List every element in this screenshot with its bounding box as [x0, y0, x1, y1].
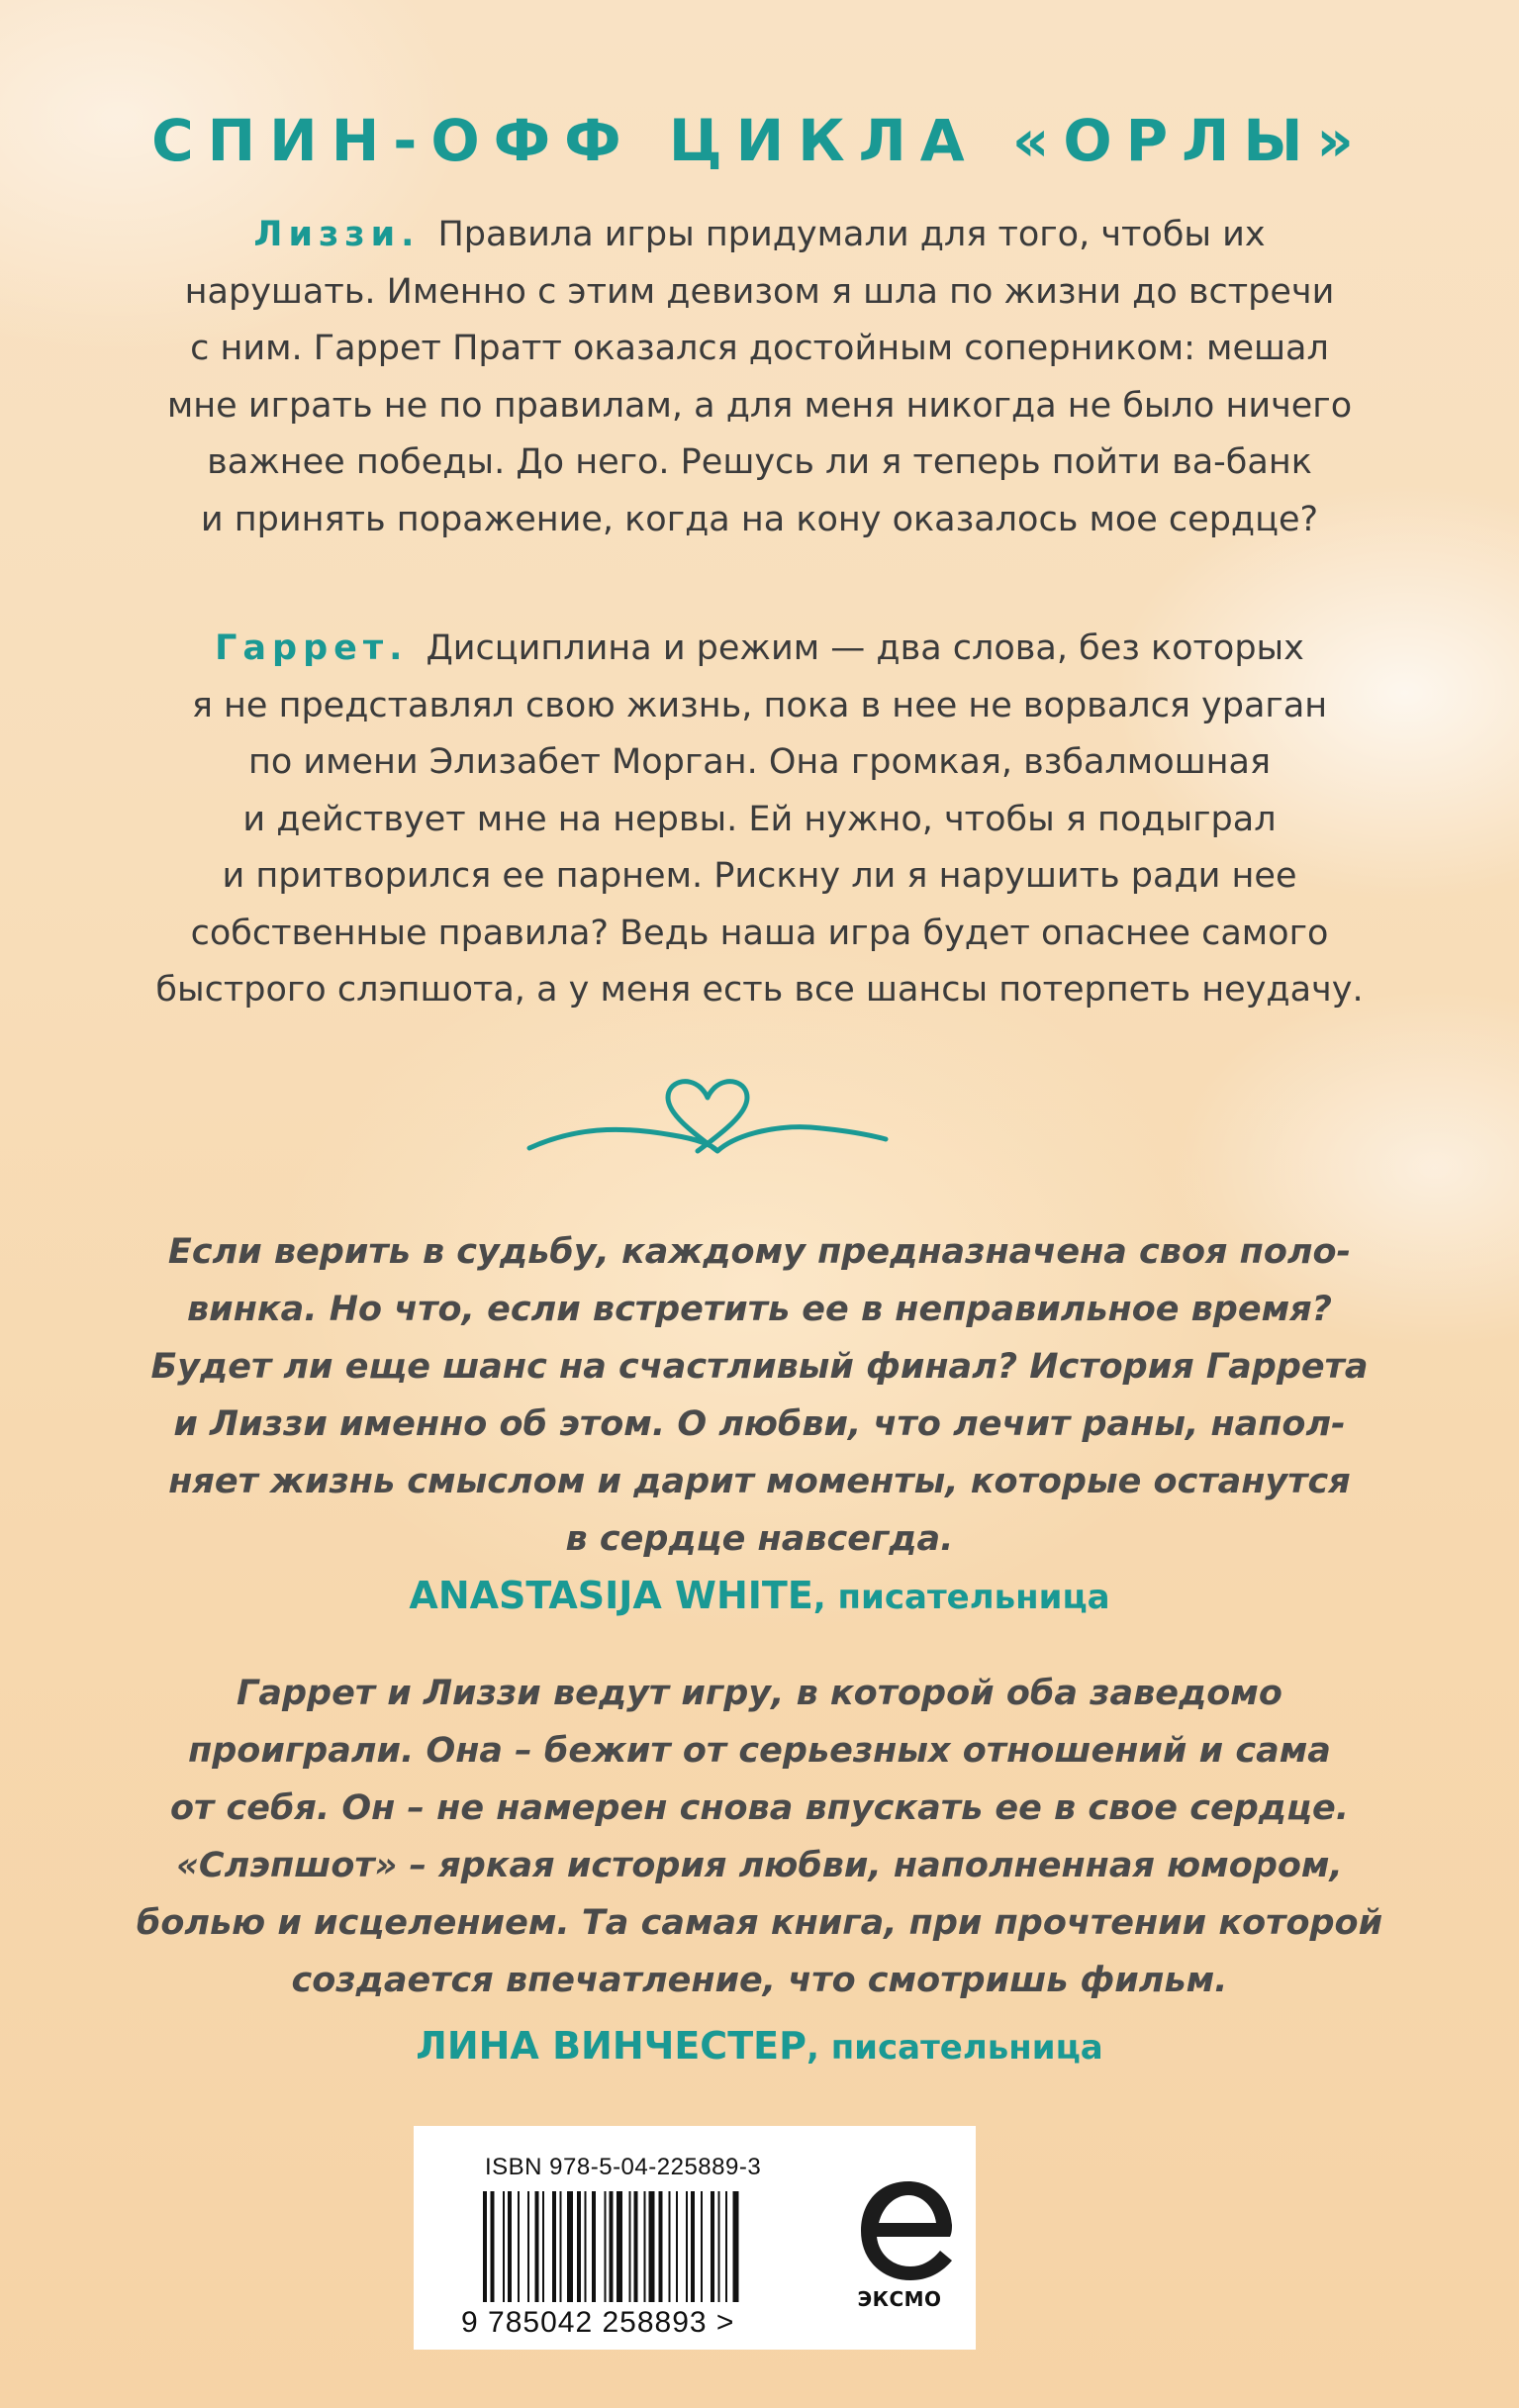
- barcode-digits: 9 785042 258893 >: [461, 2306, 735, 2339]
- text-line: и притворился ее парнем. Рискну ли я нарушить ради нее: [222, 856, 1297, 896]
- lizzie-name: Лиззи.: [253, 215, 421, 254]
- text-line: няет жизнь смыслом и дарит моменты, которые останутся: [168, 1462, 1351, 1501]
- author-role: , писательница: [806, 2028, 1103, 2068]
- text-line: «Слэпшот» – яркая история любви, наполненная юмором,: [176, 1846, 1343, 1885]
- text-line: винка. Но что, если встретить ее в неправильное время?: [187, 1290, 1332, 1329]
- author-role: , писательница: [812, 1578, 1110, 1617]
- text-line: проиграли. Она – бежит от серьезных отношений и сама: [188, 1731, 1331, 1771]
- text-line: Правила игры придумали для того, чтобы их: [437, 215, 1266, 254]
- text-line: быстрого слэпшота, а у меня есть все шансы потерпеть неудачу.: [155, 970, 1364, 1010]
- text-line: я не представлял свою жизнь, пока в нее не ворвался ураган: [191, 685, 1328, 725]
- text-line: Дисциплина и режим — два слова, без которых: [426, 628, 1304, 668]
- isbn-barcode-box: [414, 2126, 976, 2350]
- text-line: нарушать. Именно с этим девизом я шла по жизни до встречи: [184, 271, 1335, 312]
- text-line: Будет ли еще шанс на счастливый финал? История Гаррета: [150, 1347, 1369, 1387]
- text-line: Гаррет и Лиззи ведут игру, в которой оба заведомо: [237, 1674, 1282, 1713]
- review-author-2: [0, 2024, 1519, 2068]
- author-name: ANASTASIJA WHITE: [409, 1574, 813, 1617]
- text-line: мне играть не по правилам, а для меня никогда не было ничего: [166, 385, 1353, 426]
- text-line: важнее победы. До него. Решусь ли я теперь пойти ва-банк: [207, 442, 1312, 482]
- lizzie-paragraph: [59, 207, 1460, 548]
- garrett-name: Гаррет.: [215, 628, 409, 668]
- text-line: в сердце навсегда.: [565, 1519, 954, 1559]
- review-anastasija-white: [59, 1223, 1460, 1568]
- text-line: и принять поражение, когда на кону оказалось мое сердце?: [200, 499, 1319, 539]
- text-line: создается впечатление, что смотришь фильм.: [291, 1961, 1228, 2000]
- text-line: по имени Элизабет Морган. Она громкая, взбалмошная: [247, 742, 1272, 782]
- isbn-label: ISBN 978-5-04-225889-3: [485, 2154, 762, 2180]
- garrett-paragraph: [59, 621, 1460, 1019]
- text-line: и действует мне на нервы. Ей нужно, чтобы я подыграл: [242, 799, 1277, 839]
- text-line: с ним. Гаррет Пратт оказался достойным соперником: мешал: [190, 329, 1329, 368]
- eksmo-logo-icon: [849, 2173, 968, 2292]
- author-name: ЛИНА ВИНЧЕСТЕР: [416, 2024, 807, 2068]
- barcode-icon: [483, 2191, 800, 2305]
- text-line: болью и исцелением. Та самая книга, при прочтении которой: [136, 1903, 1383, 1943]
- text-line: собственные правила? Ведь наша игра будет опаснее самого: [190, 913, 1329, 953]
- review-lina-winchester: [59, 1665, 1460, 2009]
- text-line: Если верить в судьбу, каждому предназначена своя поло-: [167, 1232, 1352, 1272]
- text-line: и Лиззи именно об этом. О любви, что лечит раны, напол-: [173, 1404, 1346, 1444]
- review-author-1: [0, 1574, 1519, 1617]
- heart-divider-icon: [524, 1074, 891, 1183]
- publisher-name: ЭКСМО: [857, 2287, 942, 2311]
- series-heading: СПИН-ОФФ ЦИКЛА «ОРЛЫ»: [151, 107, 1368, 174]
- text-line: от себя. Он – не намерен снова впускать ее в свое сердце.: [169, 1788, 1350, 1828]
